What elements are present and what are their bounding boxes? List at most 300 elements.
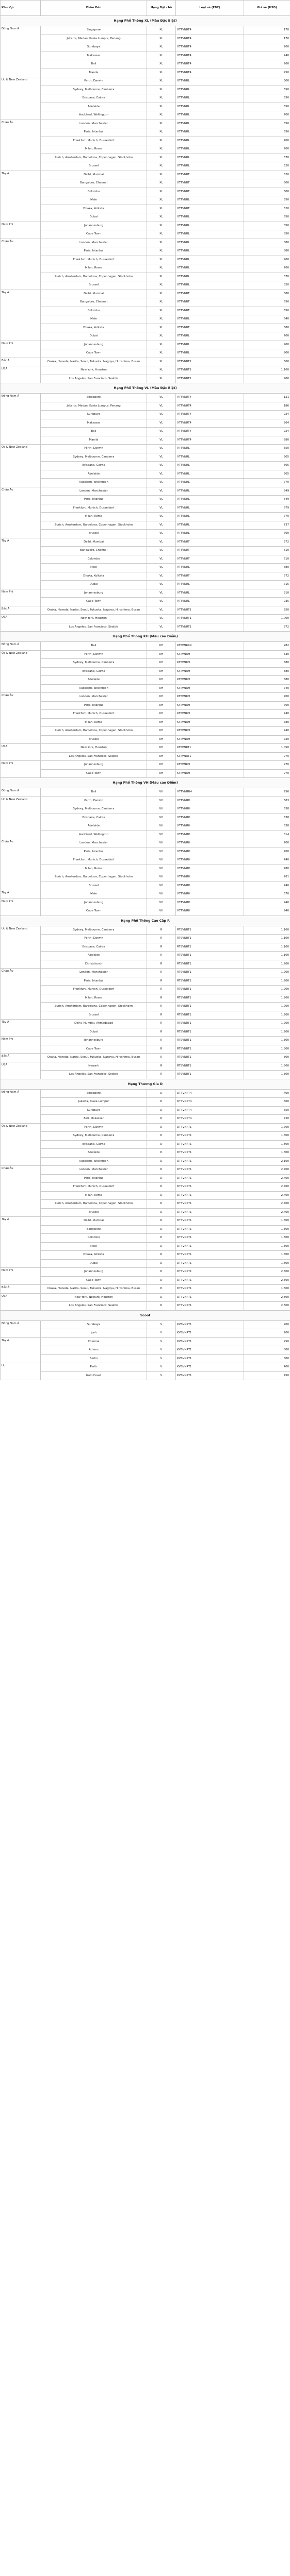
- fare-basis-cell: RTSVNRT1: [176, 1037, 244, 1045]
- table-row: [1, 650, 290, 659]
- fare-basis-cell: DTTVNRT1: [176, 1208, 244, 1217]
- fare-basis-cell: DTTVNRT1: [176, 1132, 244, 1141]
- booking-class-cell: R: [147, 969, 176, 977]
- booking-class-cell: XL: [147, 366, 176, 375]
- fare-basis-cell: VTTVNRH: [176, 907, 244, 916]
- fare-cell: 650: [244, 213, 290, 222]
- fare-cell: 700: [244, 701, 290, 710]
- table-row: [1, 701, 290, 710]
- destination-cell: Manila: [41, 69, 147, 77]
- destination-cell: Cape Town: [41, 907, 147, 916]
- destination-cell: Johannesburg: [41, 1037, 147, 1045]
- destination-cell: Brisbane, Cairns: [41, 1140, 147, 1149]
- fare-cell: 580: [244, 667, 290, 676]
- fare-basis-cell: XTTVNRL: [176, 145, 244, 154]
- fare-basis-cell: VTTVNRL: [176, 581, 244, 589]
- fare-cell: 1,500: [244, 1062, 290, 1071]
- fare-cell: 761: [244, 873, 290, 882]
- table-row: [1, 52, 290, 60]
- fare-cell: 580: [244, 290, 290, 298]
- table-row: [1, 564, 290, 572]
- table-row: [1, 1234, 290, 1243]
- fare-cell: 550: [244, 606, 290, 615]
- fare-basis-cell: XTTVNRL: [176, 162, 244, 171]
- booking-class-cell: KH: [147, 650, 176, 659]
- table-row: [1, 1054, 290, 1062]
- destination-cell: Milan, Rome: [41, 264, 147, 273]
- region-cell: Châu Âu: [1, 969, 41, 1020]
- fare-cell: 580: [244, 659, 290, 668]
- fare-cell: 770: [244, 513, 290, 521]
- booking-class-cell: VH: [147, 822, 176, 831]
- table-row: [1, 394, 290, 402]
- region-cell: Úc & New Zealand: [1, 650, 41, 693]
- destination-cell: Delhi, Mumbai, Ahmedabad: [41, 1020, 147, 1028]
- destination-cell: Los Angeles, San Francisco, Seattle: [41, 1302, 147, 1311]
- fare-cell: 580: [244, 676, 290, 685]
- header-region: Khu Vực: [1, 1, 41, 16]
- region-cell: Tây Á: [1, 290, 41, 341]
- fare-cell: 1,200: [244, 969, 290, 977]
- fare-basis-cell: KTTVNRT1: [176, 744, 244, 753]
- fare-cell: 1,700: [244, 1123, 290, 1132]
- fare-cell: 250: [244, 1337, 290, 1346]
- booking-class-cell: D: [147, 1234, 176, 1243]
- fare-basis-cell: DTTVNRT1: [176, 1302, 244, 1311]
- booking-class-cell: XL: [147, 60, 176, 69]
- fare-cell: 740: [244, 710, 290, 719]
- table-row: [1, 120, 290, 128]
- destination-cell: Bali: [41, 788, 147, 797]
- table-row: [1, 436, 290, 445]
- booking-class-cell: V: [147, 1371, 176, 1380]
- fare-basis-cell: DTTVNRT1: [176, 1174, 244, 1183]
- booking-class-cell: KH: [147, 684, 176, 693]
- fare-basis-cell: DTTVNRT1: [176, 1259, 244, 1268]
- table-row: [1, 831, 290, 839]
- table-row: [1, 341, 290, 349]
- fare-basis-cell: VTTVNRT4: [176, 402, 244, 411]
- fare-cell: 2,400: [244, 1191, 290, 1200]
- destination-cell: Colombo: [41, 1234, 147, 1243]
- fare-cell: 650: [244, 120, 290, 128]
- fare-cell: 224: [244, 428, 290, 436]
- destination-cell: Johannesburg: [41, 222, 147, 230]
- fare-basis-cell: VTTVNRT4: [176, 394, 244, 402]
- fare-basis-cell: XTTVNRT: [176, 171, 244, 179]
- booking-class-cell: XL: [147, 103, 176, 111]
- fare-cell: 572: [244, 538, 290, 547]
- fare-basis-cell: KVSVNRT1: [176, 1354, 244, 1363]
- booking-class-cell: D: [147, 1123, 176, 1132]
- destination-cell: London, Manchester: [41, 839, 147, 848]
- fare-cell: 224: [244, 411, 290, 419]
- destination-cell: Brussel: [41, 162, 147, 171]
- booking-class-cell: R: [147, 960, 176, 969]
- fare-cell: 940: [244, 899, 290, 907]
- booking-class-cell: D: [147, 1166, 176, 1175]
- table-row: [1, 137, 290, 145]
- fare-basis-cell: RTSVNRT1: [176, 1062, 244, 1071]
- booking-class-cell: KH: [147, 735, 176, 744]
- region-cell: Tây Á: [1, 1020, 41, 1037]
- booking-class-cell: VL: [147, 572, 176, 581]
- destination-cell: Athens: [41, 1346, 147, 1355]
- table-row: [1, 94, 290, 103]
- fare-cell: 700: [244, 530, 290, 538]
- destination-cell: Adelaide: [41, 952, 147, 960]
- table-row: [1, 1037, 290, 1045]
- destination-cell: Perth, Darwin: [41, 796, 147, 805]
- destination-cell: Adelaide: [41, 822, 147, 831]
- fare-cell: 240: [244, 52, 290, 60]
- fare-basis-cell: VTTVNRL: [176, 504, 244, 513]
- destination-cell: Christchurch: [41, 960, 147, 969]
- fare-basis-cell: VTTVNRL: [176, 513, 244, 521]
- fare-cell: 170: [244, 26, 290, 35]
- booking-class-cell: XL: [147, 324, 176, 332]
- fare-basis-cell: XTTVNRL: [176, 103, 244, 111]
- booking-class-cell: XL: [147, 179, 176, 188]
- booking-class-cell: XL: [147, 375, 176, 383]
- table-row: [1, 1293, 290, 1302]
- fare-cell: 2,400: [244, 1200, 290, 1209]
- fare-basis-cell: DTTVNRT1: [176, 1242, 244, 1251]
- header-fare-basis: Loại vé (FBC): [176, 1, 244, 16]
- destination-cell: Dhaka, Kolkata: [41, 1251, 147, 1260]
- destination-cell: Ipoh: [41, 1329, 147, 1338]
- table-row: [1, 667, 290, 676]
- table-row: [1, 1200, 290, 1209]
- booking-class-cell: R: [147, 943, 176, 952]
- fare-basis-cell: VTTVNRH: [176, 890, 244, 899]
- booking-class-cell: R: [147, 1037, 176, 1045]
- region-cell: Úc & New Zealand: [1, 926, 41, 969]
- table-row: [1, 470, 290, 479]
- booking-class-cell: VL: [147, 598, 176, 606]
- fare-cell: 2,100: [244, 1157, 290, 1166]
- section-header-row: [1, 778, 290, 788]
- booking-class-cell: R: [147, 977, 176, 986]
- fare-basis-cell: VTTVNRT: [176, 538, 244, 547]
- fare-basis-cell: KVSVNRT1: [176, 1337, 244, 1346]
- table-row: [1, 873, 290, 882]
- fare-cell: 720: [244, 1115, 290, 1124]
- booking-class-cell: XL: [147, 77, 176, 86]
- fare-basis-cell: VTTVNRL: [176, 598, 244, 606]
- destination-cell: Los Angeles, San Francisco, Seattle: [41, 375, 147, 383]
- table-row: [1, 1259, 290, 1268]
- fare-basis-cell: VTTVNRL: [176, 487, 244, 496]
- booking-class-cell: VH: [147, 856, 176, 865]
- fare-basis-cell: KTTVNRH: [176, 650, 244, 659]
- destination-cell: Chennai: [41, 1337, 147, 1346]
- table-row: [1, 769, 290, 778]
- region-cell: USA: [1, 1293, 41, 1310]
- booking-class-cell: V: [147, 1354, 176, 1363]
- booking-class-cell: XL: [147, 196, 176, 205]
- fare-cell: 700: [244, 848, 290, 856]
- booking-class-cell: XL: [147, 298, 176, 307]
- table-row: [1, 479, 290, 487]
- fare-cell: 1,800: [244, 1132, 290, 1141]
- booking-class-cell: D: [147, 1276, 176, 1285]
- booking-class-cell: VL: [147, 479, 176, 487]
- destination-cell: Frankfurt, Munich, Dusseldorf: [41, 710, 147, 719]
- destination-cell: Gold Coast: [41, 1371, 147, 1380]
- destination-cell: Johannesburg: [41, 1268, 147, 1277]
- destination-cell: Berlin: [41, 1354, 147, 1363]
- destination-cell: Auckland, Wellington: [41, 831, 147, 839]
- table-row: [1, 935, 290, 943]
- fare-cell: 2,500: [244, 1276, 290, 1285]
- fare-cell: 814: [244, 831, 290, 839]
- table-row: [1, 521, 290, 530]
- table-row: [1, 1062, 290, 1071]
- fare-basis-cell: VTTVNRH: [176, 822, 244, 831]
- destination-cell: Bali, Makassar: [41, 1115, 147, 1124]
- booking-class-cell: D: [147, 1251, 176, 1260]
- fare-cell: 850: [244, 230, 290, 239]
- destination-cell: Dhaka, Kolkata: [41, 205, 147, 213]
- fare-cell: 400: [244, 1089, 290, 1098]
- fare-basis-cell: KTTVNRH: [176, 701, 244, 710]
- destination-cell: Brussel: [41, 882, 147, 890]
- fare-cell: 1,300: [244, 1251, 290, 1260]
- fare-cell: 1,300: [244, 1045, 290, 1054]
- fare-basis-cell: RTSVNRT1: [176, 935, 244, 943]
- fare-cell: 649: [244, 496, 290, 504]
- region-cell: Bắc Á: [1, 1054, 41, 1062]
- fare-cell: 550: [244, 94, 290, 103]
- fare-basis-cell: KVSVNRT1: [176, 1363, 244, 1372]
- fare-basis-cell: VTTVNRL: [176, 530, 244, 538]
- fare-basis-cell: VTTVNRT1: [176, 615, 244, 623]
- destination-cell: Surabaya: [41, 1320, 147, 1329]
- fare-basis-cell: RTSVNRT1: [176, 1045, 244, 1054]
- fare-basis-cell: VTTVNRL: [176, 564, 244, 572]
- booking-class-cell: XL: [147, 358, 176, 366]
- fare-basis-cell: RTSVNRT1: [176, 926, 244, 935]
- fare-cell: 650: [244, 1106, 290, 1115]
- destination-cell: Bangalore, Chennai: [41, 298, 147, 307]
- booking-class-cell: VL: [147, 428, 176, 436]
- table-row: [1, 1045, 290, 1054]
- destination-cell: London, Manchester: [41, 693, 147, 702]
- section-header-row: [1, 1079, 290, 1089]
- fare-basis-cell: VTTVNRL: [176, 479, 244, 487]
- section-header-row: [1, 383, 290, 394]
- fare-basis-cell: DTTVNRT1: [176, 1234, 244, 1243]
- destination-cell: London, Manchester: [41, 1166, 147, 1175]
- fare-cell: 740: [244, 882, 290, 890]
- destination-cell: Frankfurt, Munich, Dusseldorf: [41, 504, 147, 513]
- booking-class-cell: D: [147, 1157, 176, 1166]
- booking-class-cell: D: [147, 1302, 176, 1311]
- fare-cell: 650: [244, 196, 290, 205]
- table-row: [1, 1098, 290, 1107]
- section-title: Hạng Phổ Thông VH (Màu cao Điểm): [1, 778, 290, 788]
- fare-basis-cell: XTTVNRT4: [176, 35, 244, 43]
- fare-basis-cell: VTTVNRT1: [176, 606, 244, 615]
- destination-cell: Adelaide: [41, 1149, 147, 1158]
- fare-cell: 740: [244, 727, 290, 736]
- table-row: [1, 145, 290, 154]
- booking-class-cell: XL: [147, 111, 176, 120]
- fare-basis-cell: XTTVNRT1: [176, 366, 244, 375]
- destination-cell: Perth: [41, 1363, 147, 1372]
- booking-class-cell: VL: [147, 445, 176, 453]
- destination-cell: Bangalore, Chennai: [41, 179, 147, 188]
- booking-class-cell: XL: [147, 69, 176, 77]
- booking-class-cell: XL: [147, 86, 176, 94]
- fare-basis-cell: RTSVNRT1: [176, 1054, 244, 1062]
- destination-cell: Auckland, Wellington: [41, 111, 147, 120]
- destination-cell: Brisbane, Cairns: [41, 943, 147, 952]
- fare-basis-cell: VTTVNRH: [176, 805, 244, 814]
- fare-cell: 450: [244, 1371, 290, 1380]
- destination-cell: Delhi, Mumbai: [41, 290, 147, 298]
- fare-cell: 700: [244, 111, 290, 120]
- table-row: [1, 1123, 290, 1132]
- booking-class-cell: XL: [147, 188, 176, 196]
- destination-cell: Frankfurt, Munich, Dusseldorf: [41, 137, 147, 145]
- destination-cell: Adelaide: [41, 470, 147, 479]
- table-row: [1, 513, 290, 521]
- booking-class-cell: KH: [147, 659, 176, 668]
- table-row: [1, 35, 290, 43]
- header-booking-class: Hạng Đặt chỗ: [147, 1, 176, 16]
- booking-class-cell: D: [147, 1285, 176, 1294]
- table-row: [1, 69, 290, 77]
- table-row: [1, 1217, 290, 1226]
- booking-class-cell: XL: [147, 213, 176, 222]
- fare-basis-cell: DTTVNRT1: [176, 1276, 244, 1285]
- table-row: [1, 445, 290, 453]
- fare-cell: 900: [244, 341, 290, 349]
- booking-class-cell: VL: [147, 581, 176, 589]
- table-row: [1, 111, 290, 120]
- table-row: [1, 349, 290, 358]
- region-cell: USA: [1, 366, 41, 383]
- table-row: [1, 718, 290, 727]
- destination-cell: Frankfurt, Munich, Dusseldorf: [41, 856, 147, 865]
- fare-cell: 620: [244, 162, 290, 171]
- fare-basis-cell: DTTVNRT4: [176, 1106, 244, 1115]
- destination-cell: Delhi, Mumbai: [41, 171, 147, 179]
- booking-class-cell: D: [147, 1259, 176, 1268]
- table-row: [1, 642, 290, 651]
- fare-basis-cell: VTTVNRT4: [176, 436, 244, 445]
- region-cell: Châu Âu: [1, 120, 41, 171]
- booking-class-cell: D: [147, 1140, 176, 1149]
- fare-basis-cell: DTTVNRT1: [176, 1268, 244, 1277]
- destination-cell: Delhi, Mumbai: [41, 1217, 147, 1226]
- fare-cell: 900: [244, 349, 290, 358]
- fare-cell: 1,300: [244, 1242, 290, 1251]
- fare-basis-cell: KTTVNRH: [176, 710, 244, 719]
- destination-cell: Osaka, Haneda, Narita, Seoul, Fukuoka, Nagoya, Hiroshima, Busan: [41, 1054, 147, 1062]
- destination-cell: Los Angeles, San Francisco, Seattle: [41, 623, 147, 632]
- destination-cell: Osaka, Haneda, Narita, Seoul, Fukuoka, Nagoya, Hiroshima, Busan: [41, 606, 147, 615]
- table-row: [1, 43, 290, 52]
- fare-cell: 1,000: [244, 615, 290, 623]
- fare-basis-cell: VTTVNRH: [176, 865, 244, 873]
- table-row: [1, 1225, 290, 1234]
- booking-class-cell: XL: [147, 349, 176, 358]
- booking-class-cell: D: [147, 1089, 176, 1098]
- table-row: [1, 1149, 290, 1158]
- destination-cell: Dubai: [41, 332, 147, 341]
- fare-basis-cell: XTTVNRL: [176, 94, 244, 103]
- section-header-row: [1, 632, 290, 642]
- booking-class-cell: R: [147, 1071, 176, 1079]
- table-row: [1, 487, 290, 496]
- booking-class-cell: XL: [147, 137, 176, 145]
- fare-basis-cell: XTTVNRL: [176, 120, 244, 128]
- fare-cell: 2,800: [244, 1293, 290, 1302]
- destination-cell: Bangalore, Chennai: [41, 547, 147, 555]
- fare-cell: 580: [244, 324, 290, 332]
- fare-basis-cell: KTTVNRH: [176, 667, 244, 676]
- table-row: [1, 606, 290, 615]
- booking-class-cell: D: [147, 1268, 176, 1277]
- table-row: [1, 744, 290, 753]
- table-row: [1, 1251, 290, 1260]
- table-row: [1, 1140, 290, 1149]
- booking-class-cell: R: [147, 1028, 176, 1037]
- destination-cell: Newark: [41, 1062, 147, 1071]
- table-row: [1, 281, 290, 290]
- booking-class-cell: VL: [147, 538, 176, 547]
- table-row: [1, 752, 290, 761]
- table-row: [1, 882, 290, 890]
- destination-cell: Brussel: [41, 530, 147, 538]
- fare-cell: 820: [244, 281, 290, 290]
- destination-cell: Bali: [41, 428, 147, 436]
- table-row: [1, 171, 290, 179]
- booking-class-cell: VL: [147, 402, 176, 411]
- destination-cell: Frankfurt, Munich, Dusseldorf: [41, 1183, 147, 1192]
- fare-cell: 638: [244, 805, 290, 814]
- fare-cell: 650: [244, 307, 290, 315]
- fare-basis-cell: XTTVNRL: [176, 111, 244, 120]
- fare-basis-cell: KTTVNRH: [176, 693, 244, 702]
- fare-cell: 610: [244, 555, 290, 564]
- fare-basis-cell: VTTVNRR4: [176, 788, 244, 797]
- booking-class-cell: KH: [147, 701, 176, 710]
- fare-basis-cell: VTTVNRH: [176, 839, 244, 848]
- region-cell: USA: [1, 615, 41, 632]
- booking-class-cell: KH: [147, 642, 176, 651]
- fare-cell: 650: [244, 298, 290, 307]
- fare-basis-cell: VTTVNRL: [176, 521, 244, 530]
- destination-cell: Jakarta, Kuala Lumpur: [41, 1098, 147, 1107]
- destination-cell: Johannesburg: [41, 761, 147, 770]
- region-cell: Nam Phi: [1, 222, 41, 239]
- fare-basis-cell: XTTVNRL: [176, 273, 244, 281]
- table-row: [1, 162, 290, 171]
- table-row: [1, 154, 290, 162]
- table-row: [1, 196, 290, 205]
- fare-cell: 650: [244, 128, 290, 137]
- table-row: [1, 1371, 290, 1380]
- table-row: [1, 693, 290, 702]
- booking-class-cell: VH: [147, 848, 176, 856]
- fare-basis-cell: VTTVNRT4: [176, 411, 244, 419]
- destination-cell: Zurich, Amsterdam, Barcelona, Copenhagen, Stockholm: [41, 154, 147, 162]
- fare-cell: 256: [244, 788, 290, 797]
